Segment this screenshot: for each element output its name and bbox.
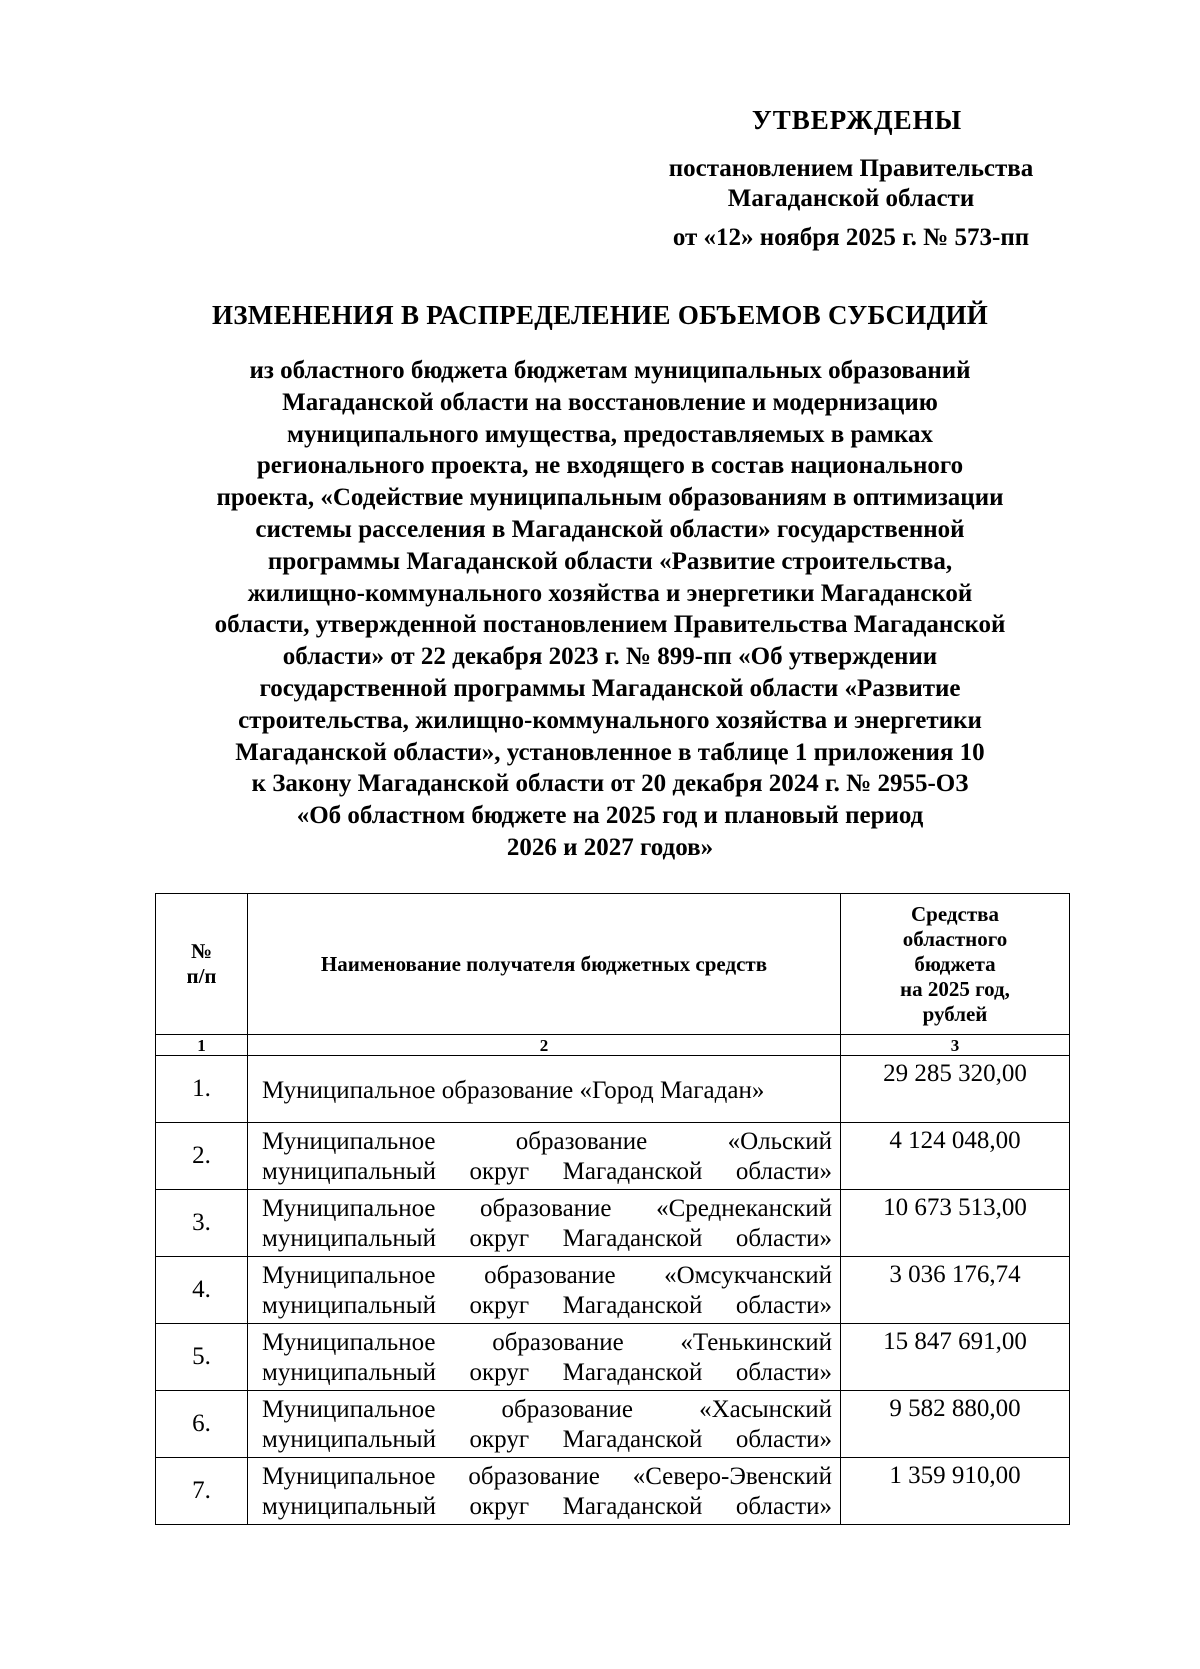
document-title: ИЗМЕНЕНИЯ В РАСПРЕДЕЛЕНИЕ ОБЪЕМОВ СУБСИДИЙ <box>211 300 989 330</box>
approval-line-1: постановлением Правительства <box>668 155 1034 182</box>
subtitle-line: области, утвержденной постановлением Правительства Магаданской <box>214 611 1006 639</box>
row-number: 1. <box>156 1056 248 1123</box>
header-amount-line-3: бюджета <box>914 951 996 976</box>
table-row <box>156 1458 1070 1525</box>
amount-value: 3 036 176,74 <box>841 1257 1070 1324</box>
document-subtitle <box>150 355 1070 864</box>
amount-value: 15 847 691,00 <box>841 1324 1070 1391</box>
subtitle-line: муниципального имущества, предоставляемых в рамках <box>287 420 933 448</box>
row-number: 4. <box>156 1257 248 1324</box>
recipient-name: Муниципальное образование «Омсукчанский муниципальный округ Магаданской области» <box>248 1257 841 1324</box>
amount-value: 29 285 320,00 <box>841 1056 1070 1123</box>
header-amount <box>841 894 1070 1035</box>
header-number <box>156 894 248 1035</box>
table-row <box>156 1391 1070 1458</box>
recipient-name: Муниципальное образование «Ольский муниципальный округ Магаданской области» <box>248 1123 841 1190</box>
table-row <box>156 1190 1070 1257</box>
table-row <box>156 1123 1070 1190</box>
header-amount-line-5: рублей <box>922 1001 988 1026</box>
subtitle-line: Магаданской области», установленное в таблице 1 приложения 10 <box>235 738 985 766</box>
header-amount-line-4: на 2025 год, <box>900 976 1010 1001</box>
row-number: 2. <box>156 1123 248 1190</box>
amount-value: 9 582 880,00 <box>841 1391 1070 1458</box>
row-number: 6. <box>156 1391 248 1458</box>
header-number-line-2: п/п <box>186 964 217 988</box>
subtitle-line: регионального проекта, не входящего в состав национального <box>256 452 964 480</box>
subtitle-line: 2026 и 2027 годов» <box>506 833 714 861</box>
subtitle-line: строительства, жилищно-коммунального хозяйства и энергетики <box>238 706 982 734</box>
amount-value: 4 124 048,00 <box>841 1123 1070 1190</box>
recipient-name: Муниципальное образование «Среднеканский муниципальный округ Магаданской области» <box>248 1190 841 1257</box>
recipient-name: Муниципальное образование «Хасынский муниципальный округ Магаданской области» <box>248 1391 841 1458</box>
row-number: 7. <box>156 1458 248 1525</box>
approval-heading: УТВЕРЖДЕНЫ <box>751 105 963 135</box>
header-number-line-1: № <box>190 939 213 963</box>
subtitle-line: области» от 22 декабря 2023 г. № 899-пп «Об утверждении <box>282 643 938 671</box>
table-header-row <box>156 894 1070 1035</box>
column-number: 1 <box>156 1035 248 1056</box>
table-row <box>156 1257 1070 1324</box>
recipient-name: Муниципальное образование «Тенькинский муниципальный округ Магаданской области» <box>248 1324 841 1391</box>
recipient-name: Муниципальное образование «Северо-Эвенский муниципальный округ Магаданской области» <box>248 1458 841 1525</box>
subtitle-line: государственной программы Магаданской области «Развитие <box>259 674 961 702</box>
column-numbers-row <box>156 1035 1070 1056</box>
subsidy-table <box>155 893 1070 1525</box>
column-number: 2 <box>248 1035 841 1056</box>
subtitle-line: Магаданской области на восстановление и модернизацию <box>282 388 938 416</box>
header-amount-line-2: областного <box>902 926 1008 951</box>
table-row <box>156 1324 1070 1391</box>
approval-stamp <box>636 105 1066 253</box>
subtitle-line: к Закону Магаданской области от 20 декабря 2024 г. № 2955-ОЗ <box>251 770 969 798</box>
row-number: 3. <box>156 1190 248 1257</box>
amount-value: 1 359 910,00 <box>841 1458 1070 1525</box>
subtitle-line: из областного бюджета бюджетам муниципальных образований <box>249 357 971 384</box>
column-number: 3 <box>841 1035 1070 1056</box>
subtitle-line: жилищно-коммунального хозяйства и энергетики Магаданской <box>247 579 973 607</box>
table-row <box>156 1056 1070 1123</box>
approval-line-2: Магаданской области <box>727 185 975 212</box>
header-recipient: Наименование получателя бюджетных средств <box>248 894 841 1035</box>
subtitle-line: проекта, «Содействие муниципальным образованиям в оптимизации <box>216 484 1004 512</box>
amount-value: 10 673 513,00 <box>841 1190 1070 1257</box>
subtitle-line: системы расселения в Магаданской области» государственной <box>255 515 965 543</box>
approval-line-3: от «12» ноября 2025 г. № 573-пп <box>672 224 1030 251</box>
subtitle-line: «Об областном бюджете на 2025 год и плановый период <box>296 802 924 830</box>
subtitle-line: программы Магаданской области «Развитие строительства, <box>267 547 953 575</box>
header-amount-line-1: Средства <box>911 901 999 926</box>
recipient-name: Муниципальное образование «Город Магадан» <box>248 1056 841 1123</box>
row-number: 5. <box>156 1324 248 1391</box>
